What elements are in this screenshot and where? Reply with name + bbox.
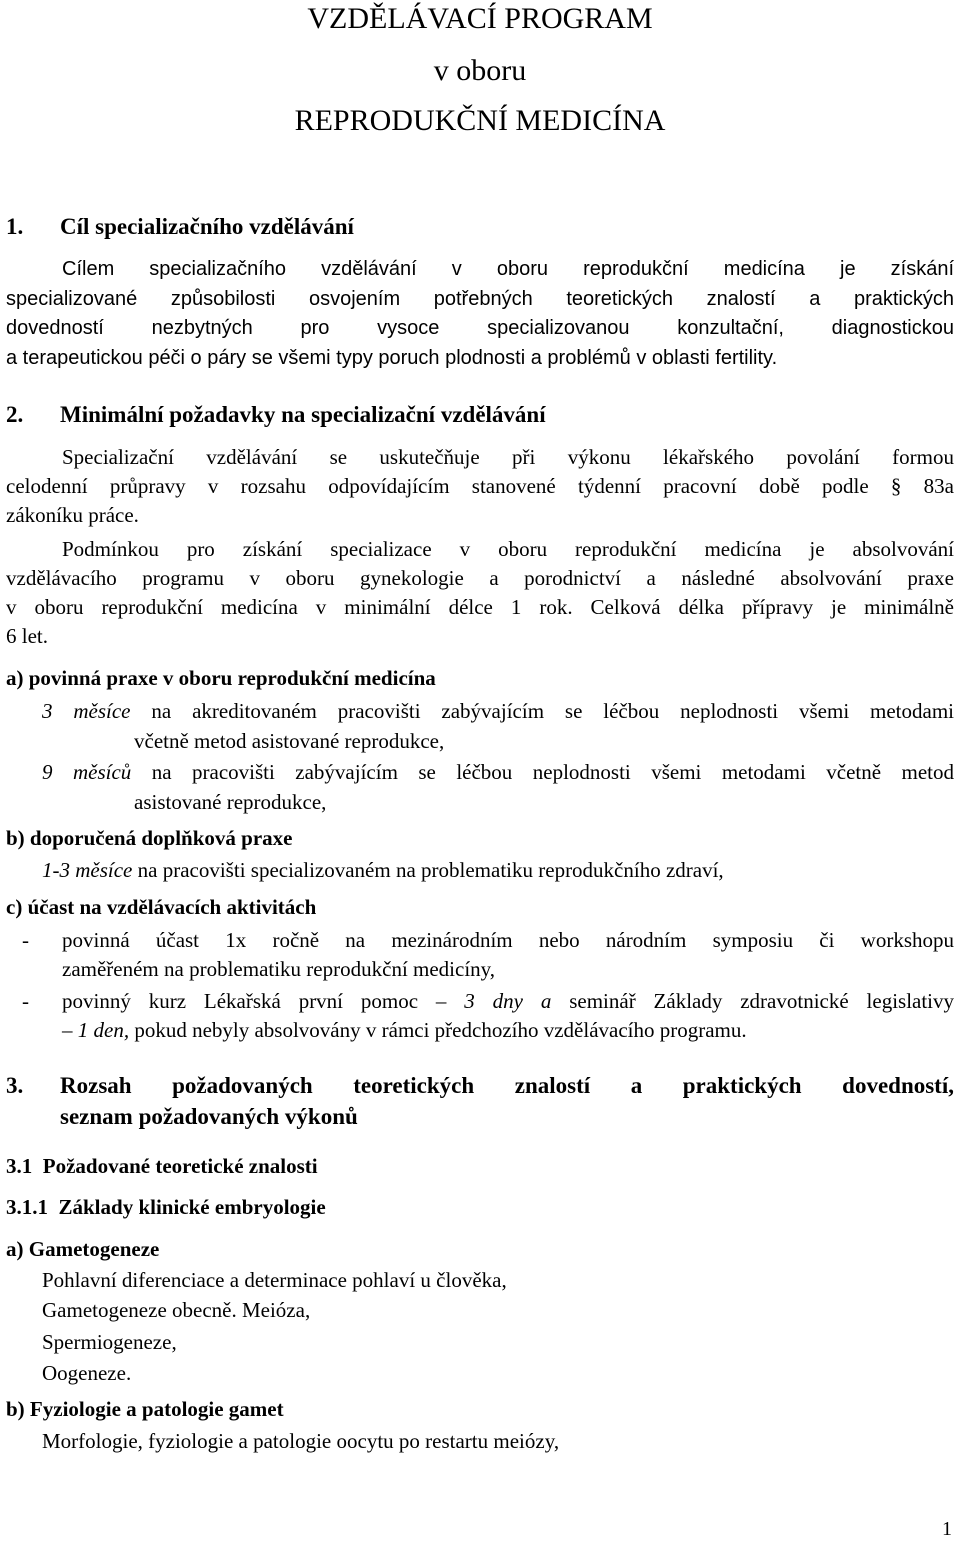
duration-emphasis: 9 měsíců — [42, 760, 132, 784]
subsection-a-heading: a) povinná praxe v oboru reprodukční medicína — [6, 666, 436, 690]
subsection-b-heading: b) doporučená doplňková praxe — [6, 826, 293, 850]
section-2-paragraph-line: 6 let. — [6, 624, 48, 648]
subsection-3-1-heading: 3.1 Požadované teoretické znalosti — [6, 1154, 318, 1178]
section-1-line: dovedností nezbytných pro vysoce specializovanou konzultační, diagnostickou — [6, 317, 954, 339]
document-field-title: REPRODUKČNÍ MEDICÍNA — [294, 104, 666, 137]
section-1-line: specializované způsobilosti osvojením potřebných teoretických znalostí a praktických — [6, 288, 954, 310]
list-item-text: na pracovišti specializovaném na problematiku reprodukčního zdraví, — [137, 858, 724, 882]
list-item-continuation — [62, 1018, 747, 1043]
list-item-text: na pracovišti zabývajícím se léčbou neplodnosti všemi metodami včetně metod — [151, 760, 955, 784]
dash-bullet: - — [22, 928, 29, 952]
duration-emphasis: 3 dny a — [464, 989, 552, 1013]
list-item-continuation: asistované reprodukce, — [134, 790, 327, 814]
section-2-paragraph-line: vzdělávacího programu v oboru gynekologie a porodnictví a následné absolvování praxe — [6, 566, 954, 590]
document-title: VZDĚLÁVACÍ PROGRAM — [307, 2, 653, 35]
list-item-text: pokud nebyly absolvovány v rámci předchozího vzdělávacího programu. — [134, 1018, 747, 1042]
topic-item: Gametogeneze obecně. Meióza, — [42, 1298, 311, 1322]
section-3-heading-cont: seznam požadovaných výkonů — [60, 1104, 358, 1129]
list-item-text: seminář Základy zdravotnické legislativy — [569, 989, 955, 1013]
duration-emphasis: 3 měsíce — [42, 699, 131, 723]
duration-emphasis: – 1 den, — [62, 1018, 130, 1042]
section-2-paragraph-line: Specializační vzdělávání se uskutečňuje při výkonu lékařského povolání formou — [62, 445, 954, 469]
subsection-3-1-1-heading: 3.1.1 Základy klinické embryologie — [6, 1195, 326, 1219]
dash-bullet: - — [22, 989, 29, 1013]
section-3-heading: Rozsah požadovaných teoretických znalostí a praktických dovedností, — [60, 1073, 954, 1098]
topic-b-heading: b) Fyziologie a patologie gamet — [6, 1397, 284, 1421]
document-subtitle: v oboru — [433, 54, 527, 87]
list-item-text: povinná účast 1x ročně na mezinárodním nebo národním symposiu či workshopu — [62, 928, 954, 952]
section-1-heading: Cíl specializačního vzdělávání — [60, 214, 354, 239]
section-1-line: a terapeutickou péči o páry se všemi typy poruch plodnosti a problémů v oblasti fertility. — [6, 347, 778, 369]
page-number: 1 — [942, 1518, 952, 1540]
topic-item: Morfologie, fyziologie a patologie oocytu po restartu meiózy, — [42, 1429, 560, 1453]
section-2-paragraph-line: Podmínkou pro získání specializace v oboru reprodukční medicína je absolvování — [62, 537, 954, 561]
section-2-paragraph-line: zákoníku práce. — [6, 503, 139, 527]
section-2-number: 2. — [6, 402, 24, 427]
section-2-paragraph-line: v oboru reprodukční medicína v minimální délce 1 rok. Celková délka přípravy je minimálně — [6, 595, 954, 619]
topic-item: Pohlavní diferenciace a determinace pohlaví u člověka, — [42, 1268, 507, 1292]
list-item — [42, 858, 724, 883]
list-item-text: povinný kurz Lékařská první pomoc – — [62, 989, 447, 1013]
list-item-text: na akreditovaném pracovišti zabývajícím se léčbou neplodnosti všemi metodami — [151, 699, 955, 723]
subsection-c-heading: c) účast na vzdělávacích aktivitách — [6, 895, 317, 919]
list-item-continuation: včetně metod asistované reprodukce, — [134, 729, 445, 753]
topic-a-heading: a) Gametogeneze — [6, 1237, 160, 1261]
topic-item: Spermiogeneze, — [42, 1330, 177, 1354]
list-item — [42, 699, 954, 724]
list-item — [62, 989, 954, 1014]
duration-emphasis: 1-3 měsíce — [42, 858, 133, 882]
list-item-continuation: zaměřeném na problematiku reprodukční medicíny, — [62, 957, 496, 981]
section-1-number: 1. — [6, 214, 24, 239]
section-3-number: 3. — [6, 1073, 24, 1098]
section-2-heading: Minimální požadavky na specializační vzdělávání — [60, 402, 546, 427]
list-item — [42, 760, 954, 785]
section-2-paragraph-line: celodenní průpravy v rozsahu odpovídajícím stanovené týdenní pracovní době podle § 83a — [6, 474, 954, 498]
section-1-line: Cílem specializačního vzdělávání v oboru reprodukční medicína je získání — [62, 258, 954, 280]
topic-item: Oogeneze. — [42, 1361, 132, 1385]
